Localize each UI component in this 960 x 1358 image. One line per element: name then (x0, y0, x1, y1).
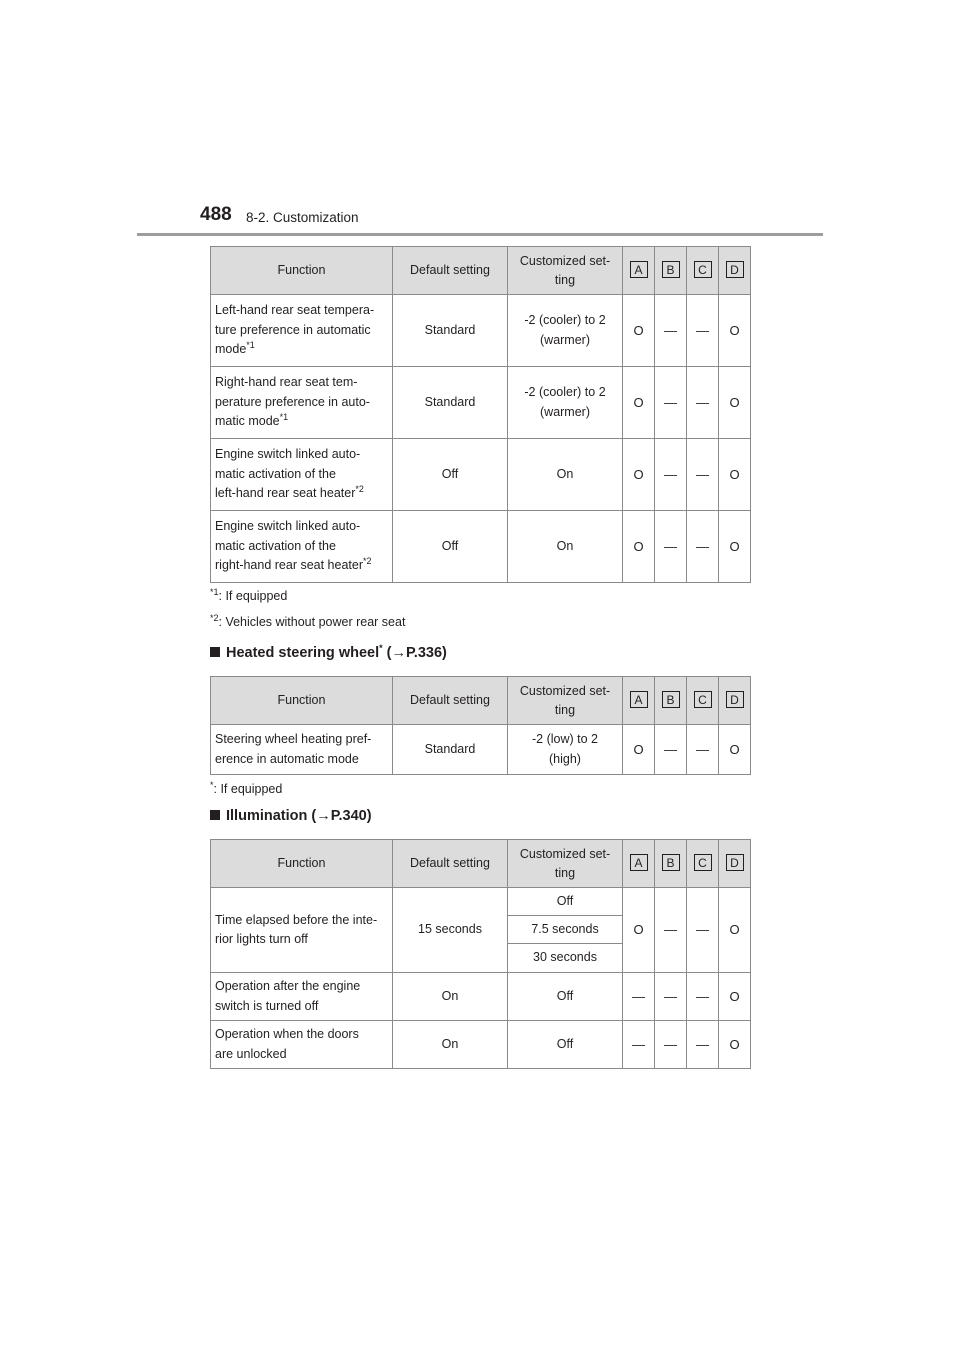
mark-a: — (623, 973, 655, 1021)
mark-c: — (687, 725, 719, 775)
footnote-1: $^{*1}$: If equipped (210, 586, 288, 603)
function-cell: Engine switch linked auto- matic activation of the right-hand rear seat heater$^{*2}$ (211, 511, 393, 583)
default-cell: Standard (393, 367, 508, 439)
mark-d: O (719, 1021, 751, 1069)
col-function: Function (211, 840, 393, 888)
mark-a: O (623, 367, 655, 439)
mark-b: — (655, 1021, 687, 1069)
default-cell: 15 seconds (393, 888, 508, 973)
custom-cell: Off (508, 1021, 623, 1069)
function-cell: Steering wheel heating pref- erence in automatic mode (211, 725, 393, 775)
mark-b: — (655, 367, 687, 439)
mark-c: — (687, 973, 719, 1021)
mark-d: O (719, 367, 751, 439)
mark-d: O (719, 725, 751, 775)
option-cell: 30 seconds (508, 944, 623, 973)
mark-b: — (655, 295, 687, 367)
col-default-setting: Default setting (393, 247, 508, 295)
mark-a: O (623, 888, 655, 973)
col-b: B (662, 854, 680, 871)
function-cell: Time elapsed before the inte- rior lights turn off (211, 888, 393, 973)
option-cell: 7.5 seconds (508, 916, 623, 944)
bullet-square-icon (210, 810, 220, 820)
col-d: D (726, 854, 744, 871)
table-row (211, 367, 751, 439)
mark-d: O (719, 973, 751, 1021)
page-number: 488 (200, 204, 232, 225)
mark-c: — (687, 511, 719, 583)
mark-d: O (719, 888, 751, 973)
table-header-row (211, 840, 751, 888)
col-a: A (630, 854, 648, 871)
mark-a: — (623, 1021, 655, 1069)
mark-c: — (687, 295, 719, 367)
function-cell: Left-hand rear seat tempera- ture preference in automatic mode$^{*1}$ (211, 295, 393, 367)
mark-a: O (623, 725, 655, 775)
mark-b: — (655, 725, 687, 775)
table-row (211, 439, 751, 511)
mark-b: — (655, 511, 687, 583)
default-cell: On (393, 1021, 508, 1069)
default-cell: Off (393, 439, 508, 511)
col-default-setting: Default setting (393, 840, 508, 888)
table-row (211, 1021, 751, 1069)
function-cell: Operation when the doors are unlocked (211, 1021, 393, 1069)
col-c: C (694, 261, 712, 278)
col-customized-setting: Customized set- ting (508, 677, 623, 725)
mark-b: — (655, 439, 687, 511)
custom-cell: Off (508, 973, 623, 1021)
header-rule (137, 233, 823, 236)
option-cell: Off (508, 888, 623, 916)
col-a: A (630, 691, 648, 708)
mark-a: O (623, 439, 655, 511)
mark-d: O (719, 439, 751, 511)
table-row (211, 725, 751, 775)
bullet-square-icon (210, 647, 220, 657)
arrow-right-icon: → (391, 645, 406, 661)
table-row (211, 511, 751, 583)
mark-c: — (687, 1021, 719, 1069)
custom-cell: -2 (cooler) to 2 (warmer) (508, 295, 623, 367)
footnote-3: *: If equipped (210, 779, 283, 796)
col-function: Function (211, 677, 393, 725)
mark-c: — (687, 367, 719, 439)
custom-cell: On (508, 511, 623, 583)
function-cell: Engine switch linked auto- matic activation of the left-hand rear seat heater$^{*2}$ (211, 439, 393, 511)
col-d: D (726, 691, 744, 708)
table-row (211, 888, 751, 916)
table-header-row (211, 247, 751, 295)
mark-a: O (623, 295, 655, 367)
col-d: D (726, 261, 744, 278)
col-c: C (694, 854, 712, 871)
default-cell: On (393, 973, 508, 1021)
col-customized-setting: Customized set- ting (508, 840, 623, 888)
col-b: B (662, 261, 680, 278)
col-b: B (662, 691, 680, 708)
arrow-right-icon: → (316, 808, 331, 824)
table-row (211, 295, 751, 367)
mark-d: O (719, 295, 751, 367)
mark-c: — (687, 439, 719, 511)
default-cell: Standard (393, 725, 508, 775)
mark-d: O (719, 511, 751, 583)
function-cell: Right-hand rear seat tem- perature preference in auto- matic mode$^{*1}$ (211, 367, 393, 439)
custom-cell: On (508, 439, 623, 511)
default-cell: Off (393, 511, 508, 583)
table-row (211, 973, 751, 1021)
function-cell: Operation after the engine switch is turned off (211, 973, 393, 1021)
rear-seat-settings-table (210, 246, 751, 583)
section-title: 8-2. Customization (246, 210, 359, 225)
custom-cell: -2 (low) to 2 (high) (508, 725, 623, 775)
mark-b: — (655, 888, 687, 973)
col-function: Function (211, 247, 393, 295)
footnote-2: $^{*2}$: Vehicles without power rear seat (210, 612, 406, 629)
mark-a: O (623, 511, 655, 583)
col-c: C (694, 691, 712, 708)
illumination-table (210, 839, 751, 1069)
col-default-setting: Default setting (393, 677, 508, 725)
mark-c: — (687, 888, 719, 973)
mark-b: — (655, 973, 687, 1021)
table-header-row (211, 677, 751, 725)
heading-heated-steering-wheel: Heated steering wheel* (→P.336) (210, 645, 447, 661)
custom-cell: -2 (cooler) to 2 (warmer) (508, 367, 623, 439)
col-a: A (630, 261, 648, 278)
steering-wheel-table (210, 676, 751, 775)
heading-illumination: Illumination (→P.340) (210, 808, 372, 824)
col-customized-setting: Customized set- ting (508, 247, 623, 295)
default-cell: Standard (393, 295, 508, 367)
